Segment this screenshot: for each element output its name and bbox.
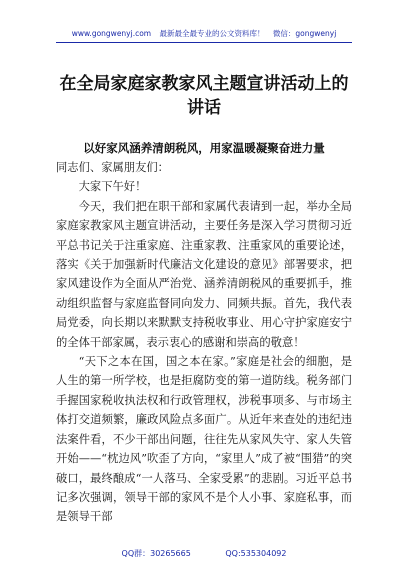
qq-number: QQ:535304092 [225,549,287,558]
document-title: 在全局家庭家教家风主题宣讲活动上的讲话 [59,74,349,118]
site-tagline: 最新最全最专业的公文资料库！ [159,29,265,38]
header-divider [56,42,352,43]
salutation: 同志们、家属朋友们： [56,161,169,174]
body-paragraph-1: 今天，我们把在职干部和家属代表请到一起，举办全局家庭家教家风主题宣讲活动，主要任务是深入学习贯彻习近平总书记关于注重家庭、注重家教、注重家风的重要论述，落实《关于加强新时代廉洁文化建设的意见》部署要求，把家风建设作为全面从严治党、涵养清朗税风的重要抓手，推动组织监督与家庭监督同向发力、同频共振。首先，我代表局党委，向长期以来默默支持税收事业、用心守护家庭安宁的全体干部家属，表示衷心的感谢和崇高的敬意！ [56,199,352,349]
document-subtitle: 以好家风涵养清朗税风，用家温暖凝聚奋进力量 [83,141,325,155]
qq-group: QQ群：30265665 [121,549,191,558]
page-header [0,28,408,39]
body-paragraph-2: “天下之本在国，国之本在家。”家庭是社会的细胞，是人生的第一所学校，也是拒腐防变的第一道防线。税务部门手握国家税收执法权和行政管理权，涉税事项多、与市场主体打交道频繁，廉政风险点多面广。从近年来查处的违纪违法案件看，不少干部出问题，往往先从家风失守、家人失管开始——“枕边风”吹歪了方向，“家里人”成了被“围猎”的突破口，最终酿成“一人落马、全家受累”的悲剧。习近平总书记多次强调，领导干部的家风不是个人小事、家庭私事，而是领导干部 [56,355,352,524]
wechat-id: 微信：gongwenyj [272,29,337,38]
greeting: 大家下午好！ [78,180,147,194]
page-footer [0,548,408,559]
document-body [56,158,352,527]
site-url[interactable]: www.gongwenyj.com [71,29,152,38]
